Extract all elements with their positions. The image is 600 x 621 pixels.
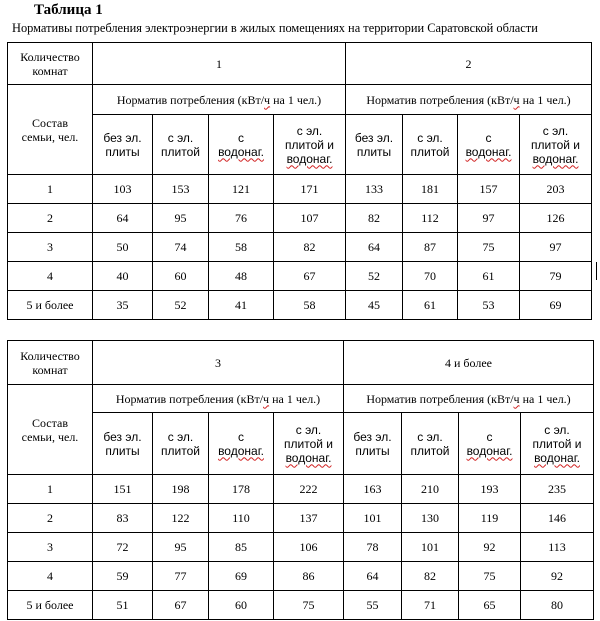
- col-header-stove-and-heater: [274, 413, 344, 475]
- family-size-cell: 2: [8, 504, 93, 533]
- col-header-line: водонаг.: [534, 450, 580, 465]
- norm-suffix: на 1 чел.): [269, 391, 321, 406]
- col-header-stove-and-heater: [521, 413, 594, 475]
- norm-header: [344, 385, 594, 413]
- table-row: [8, 175, 592, 204]
- family-size-cell: 3: [8, 533, 93, 562]
- value-cell: 71: [402, 591, 459, 620]
- value-cell: 35: [93, 291, 153, 320]
- table-row: [8, 262, 592, 291]
- stove-type-header-row: [8, 115, 592, 175]
- col-header-line: с эл.: [296, 123, 323, 138]
- document-subtitle: Нормативы потребления электроэнергии в жилых помещениях на территории Саратовской области: [12, 21, 538, 35]
- col-header-line: плиты: [105, 443, 140, 458]
- value-cell: 61: [403, 291, 458, 320]
- value-cell: 85: [209, 533, 274, 562]
- col-header-line: с эл.: [542, 123, 569, 138]
- col-header-no-stove: [344, 413, 402, 475]
- col-header-line: с эл.: [417, 130, 443, 145]
- value-cell: 79: [520, 262, 592, 291]
- rooms-header-row: [8, 43, 592, 85]
- value-cell: 78: [344, 533, 402, 562]
- value-cell: 103: [93, 175, 153, 204]
- value-cell: 92: [521, 562, 594, 591]
- col-header-no-stove: [346, 115, 403, 175]
- value-cell: 106: [274, 533, 344, 562]
- table-row: [8, 533, 594, 562]
- col-header-line: плиты: [105, 144, 140, 159]
- norm-suffix: на 1 чел.): [519, 92, 571, 107]
- col-header-no-stove: [93, 413, 153, 475]
- value-cell: 133: [346, 175, 403, 204]
- norm-header-row: [8, 85, 592, 115]
- value-cell: 110: [209, 504, 274, 533]
- value-cell: 75: [459, 562, 521, 591]
- value-cell: 113: [521, 533, 594, 562]
- norm-header: [346, 85, 592, 115]
- value-cell: 67: [153, 591, 209, 620]
- value-cell: 203: [520, 175, 592, 204]
- value-cell: 65: [459, 591, 521, 620]
- col-header-water-heater: [458, 115, 520, 175]
- col-header-line: водонаг.: [466, 443, 513, 458]
- family-size-cell: 5 и более: [8, 591, 93, 620]
- family-size-header: [8, 385, 93, 475]
- family-size-header: [8, 85, 93, 175]
- col-header-line: плитой и: [531, 137, 580, 152]
- col-header-line: водонаг.: [532, 151, 579, 166]
- col-header-line: с эл.: [417, 429, 443, 444]
- value-cell: 52: [153, 291, 209, 320]
- col-header-el-stove: [153, 413, 209, 475]
- family-label-line-2: семьи, чел.: [21, 429, 79, 444]
- col-header-line: плитой: [410, 443, 450, 458]
- value-cell: 77: [153, 562, 209, 591]
- col-header-line: с: [238, 429, 244, 444]
- norm-header: [93, 85, 346, 115]
- rooms-label-line-1: Количество: [20, 49, 80, 64]
- table-row: [8, 591, 594, 620]
- rooms-count-header: [8, 43, 93, 85]
- family-size-cell: 4: [8, 562, 93, 591]
- table-row: [8, 204, 592, 233]
- table-row: [8, 504, 594, 533]
- col-header-line: водонаг.: [218, 443, 264, 458]
- rooms-group-header: 3: [93, 341, 344, 385]
- value-cell: 153: [153, 175, 209, 204]
- family-size-cell: 1: [8, 175, 93, 204]
- value-cell: 64: [346, 233, 403, 262]
- value-cell: 82: [274, 233, 346, 262]
- rooms-group-header: 2: [346, 43, 592, 85]
- value-cell: 53: [458, 291, 520, 320]
- value-cell: 59: [93, 562, 153, 591]
- col-header-water-heater: [209, 413, 274, 475]
- rooms-group-header: 4 и более: [344, 341, 594, 385]
- value-cell: 112: [403, 204, 458, 233]
- consumption-table-2: [7, 340, 594, 620]
- col-header-el-stove: [153, 115, 209, 175]
- col-header-stove-and-heater: [520, 115, 592, 175]
- value-cell: 60: [153, 262, 209, 291]
- value-cell: 92: [459, 533, 521, 562]
- col-header-line: с: [238, 130, 244, 145]
- value-cell: 70: [403, 262, 458, 291]
- family-label-line-1: Состав: [31, 115, 68, 130]
- col-header-line: с эл.: [544, 422, 570, 437]
- table-row: [8, 233, 592, 262]
- value-cell: 58: [209, 233, 274, 262]
- value-cell: 69: [209, 562, 274, 591]
- family-label-line-1: Состав: [31, 415, 68, 430]
- value-cell: 163: [344, 475, 402, 504]
- col-header-no-stove: [93, 115, 153, 175]
- value-cell: 101: [402, 533, 459, 562]
- col-header-el-stove: [403, 115, 458, 175]
- rooms-header-row: [8, 341, 594, 385]
- table-row: [8, 562, 594, 591]
- value-cell: 95: [153, 204, 209, 233]
- family-label-line-2: семьи, чел.: [21, 129, 79, 144]
- family-size-cell: 3: [8, 233, 93, 262]
- rooms-label-line-2: комнат: [32, 63, 68, 78]
- norm-prefix: Норматив потребления (кВт/: [366, 391, 514, 406]
- value-cell: 137: [274, 504, 344, 533]
- value-cell: 121: [209, 175, 274, 204]
- col-header-stove-and-heater: [274, 115, 346, 175]
- norm-unit-hour: ч: [513, 391, 520, 406]
- value-cell: 82: [402, 562, 459, 591]
- norm-unit-hour: ч: [263, 391, 270, 406]
- value-cell: 52: [346, 262, 403, 291]
- family-size-cell: 5 и более: [8, 291, 93, 320]
- value-cell: 67: [274, 262, 346, 291]
- value-cell: 60: [209, 591, 274, 620]
- rooms-count-header: [8, 341, 93, 385]
- value-cell: 80: [521, 591, 594, 620]
- value-cell: 235: [521, 475, 594, 504]
- norm-unit-hour: ч: [264, 92, 271, 107]
- value-cell: 198: [153, 475, 209, 504]
- col-header-line: водонаг.: [286, 151, 333, 166]
- document-title: Таблица 1: [34, 2, 103, 18]
- value-cell: 97: [520, 233, 592, 262]
- value-cell: 87: [403, 233, 458, 262]
- family-size-cell: 1: [8, 475, 93, 504]
- rooms-group-header: 1: [93, 43, 346, 85]
- value-cell: 61: [458, 262, 520, 291]
- value-cell: 86: [274, 562, 344, 591]
- col-header-line: с эл.: [167, 429, 194, 444]
- value-cell: 210: [402, 475, 459, 504]
- value-cell: 45: [346, 291, 403, 320]
- consumption-table-1: [7, 42, 592, 320]
- col-header-line: плитой: [161, 443, 200, 458]
- value-cell: 74: [153, 233, 209, 262]
- col-header-line: плитой и: [284, 436, 333, 451]
- col-header-line: плитой и: [285, 137, 334, 152]
- col-header-line: водонаг.: [465, 144, 512, 159]
- col-header-line: с эл.: [295, 422, 322, 437]
- col-header-line: без эл.: [103, 429, 142, 444]
- value-cell: 222: [274, 475, 344, 504]
- family-size-cell: 4: [8, 262, 93, 291]
- col-header-line: плитой: [410, 144, 450, 159]
- col-header-line: с эл.: [167, 130, 194, 145]
- value-cell: 76: [209, 204, 274, 233]
- value-cell: 48: [209, 262, 274, 291]
- table-row: [8, 291, 592, 320]
- norm-suffix: на 1 чел.): [270, 92, 322, 107]
- value-cell: 72: [93, 533, 153, 562]
- norm-prefix: Норматив потребления (кВт/: [116, 92, 265, 107]
- value-cell: 171: [274, 175, 346, 204]
- norm-prefix: Норматив потребления (кВт/: [115, 391, 264, 406]
- col-header-line: водонаг.: [285, 450, 332, 465]
- col-header-line: без эл.: [103, 130, 142, 145]
- col-header-el-stove: [402, 413, 459, 475]
- value-cell: 119: [459, 504, 521, 533]
- value-cell: 181: [403, 175, 458, 204]
- value-cell: 75: [274, 591, 344, 620]
- value-cell: 69: [520, 291, 592, 320]
- col-header-line: с: [485, 130, 492, 145]
- value-cell: 75: [458, 233, 520, 262]
- rooms-label-line-2: комнат: [32, 362, 68, 377]
- col-header-line: без эл.: [353, 429, 392, 444]
- value-cell: 50: [93, 233, 153, 262]
- table-row: [8, 475, 594, 504]
- value-cell: 64: [344, 562, 402, 591]
- edge-mark: [596, 262, 597, 280]
- norm-header: [93, 385, 344, 413]
- value-cell: 126: [520, 204, 592, 233]
- value-cell: 193: [459, 475, 521, 504]
- col-header-line: плиты: [355, 443, 390, 458]
- norm-suffix: на 1 чел.): [519, 391, 571, 406]
- rooms-label-line-1: Количество: [20, 348, 80, 363]
- col-header-line: водонаг.: [218, 144, 264, 159]
- value-cell: 146: [521, 504, 594, 533]
- value-cell: 122: [153, 504, 209, 533]
- value-cell: 82: [346, 204, 403, 233]
- col-header-line: без эл.: [354, 130, 394, 145]
- value-cell: 107: [274, 204, 346, 233]
- value-cell: 151: [93, 475, 153, 504]
- value-cell: 40: [93, 262, 153, 291]
- value-cell: 178: [209, 475, 274, 504]
- norm-prefix: Норматив потребления (кВт/: [366, 92, 514, 107]
- value-cell: 55: [344, 591, 402, 620]
- value-cell: 58: [274, 291, 346, 320]
- col-header-water-heater: [209, 115, 274, 175]
- stove-type-header-row: [8, 413, 594, 475]
- col-header-line: плиты: [356, 144, 392, 159]
- col-header-water-heater: [459, 413, 521, 475]
- col-header-line: плитой и: [532, 436, 582, 451]
- value-cell: 41: [209, 291, 274, 320]
- col-header-line: плитой: [161, 144, 200, 159]
- value-cell: 64: [93, 204, 153, 233]
- norm-unit-hour: ч: [513, 92, 520, 107]
- value-cell: 95: [153, 533, 209, 562]
- col-header-line: с: [486, 429, 493, 444]
- value-cell: 157: [458, 175, 520, 204]
- norm-header-row: [8, 385, 594, 413]
- family-size-cell: 2: [8, 204, 93, 233]
- value-cell: 51: [93, 591, 153, 620]
- value-cell: 97: [458, 204, 520, 233]
- value-cell: 83: [93, 504, 153, 533]
- value-cell: 130: [402, 504, 459, 533]
- value-cell: 101: [344, 504, 402, 533]
